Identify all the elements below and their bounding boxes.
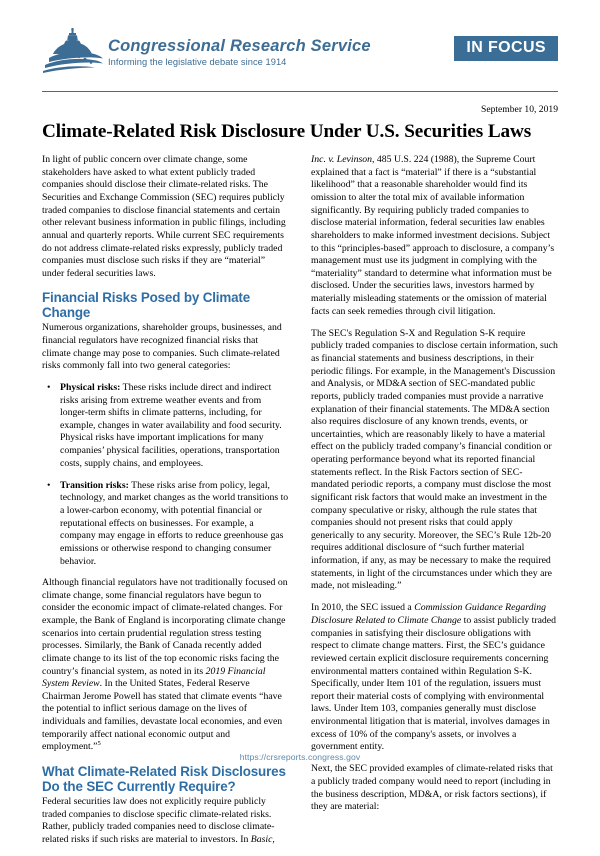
materiality-paragraph (311, 154, 558, 318)
crsreports-link[interactable]: https://crsreports.congress.gov (239, 752, 361, 762)
materiality-text: , 485 U.S. 224 (1988), the Supreme Court explained that a fact is “material” if there is a “substantial likelihood” that a reasonable shareholder would find its omission to alter the total mix of available information significantly. By requiring publicly traded companies to disclose material information, federal securities law enables shareholders to make informed investment decisions. Subject to this “principles-based” approach to disclosure, a company’s management must use its judgment in complying with the “materiality” standard to determine what information must be disclosed. Under the securities laws, investors harmed by materially misleading statements or the omission of material facts can seek remedies through civil litigation. (311, 154, 555, 317)
crs-logo (42, 30, 371, 74)
case-name-basic: Basic, (250, 833, 275, 845)
masthead (42, 0, 558, 82)
section-2-paragraph (42, 796, 289, 847)
section-2-text: Federal securities law does not explicitly require publicly traded companies to disclose specific climate-related risks. Rather, publicly traded companies need to disclose climate-related risks if such risks are material to investors. In (42, 795, 275, 845)
bullet-text: These risks arise from policy, legal, technology, and market changes as the world transitions to a lower-carbon economy, with potential financial or reputational effects on businesses. For example, a company may engage in efforts to reduce greenhouse gas emissions or otherwise respond to changing consumer behavior. (60, 479, 289, 567)
footnote-marker: 5 (97, 740, 101, 748)
bullet-lead: Transition risks: (60, 479, 129, 491)
publication-date: September 10, 2019 (480, 104, 558, 115)
brand-text (108, 30, 371, 67)
list-item (42, 382, 289, 470)
risk-categories-list (42, 382, 289, 568)
section-1-paragraph: Numerous organizations, shareholder groups, businesses, and financial regulators have recognized financial risks that climate change may pose to companies. Such climate-related risks commonly fall into two general categories: (42, 322, 282, 372)
regulators-text-part1: Although financial regulators have not traditionally focused on climate change, some financial regulators have begun to consider the economic impact of climate-related changes. For example, the Bank of England is incorporating climate change scenarios into certain prudential regulation stress testing processes. Similarly, the Bank of Canada recently added climate change to its list of the top economic risks facing the country’s financial system, as noted in its (42, 577, 288, 677)
case-name-levinson: Inc. v. Levinson (311, 154, 373, 166)
regulators-text-part2: . In the United States, Federal Reserve Chairman Jerome Powell has stated that climate events “have the potential to inflict serious damage on the lives of individuals and families, devastate local economies, and even temporarily affect national economic output and employment.” (42, 678, 283, 753)
capitol-dome-icon (42, 28, 104, 74)
examples-paragraph: Next, the SEC provided examples of climate-related risks that a publicly traded company would need to report (including in the business description, MD&A, or risk factors sections), if they are material: (311, 763, 553, 813)
regulators-paragraph (42, 577, 289, 754)
guidance-title: Commission Guidance Regarding Disclosure Related to Climate Change (311, 602, 546, 627)
intro-paragraph: In light of public concern over climate change, some stakeholders have asked to what extent publicly traded companies should disclose their climate-related risks. The Securities and Exchange Commission (SEC) requires publicly traded companies to disclose financial statements and certain other relevant business information in public filings, including annual and quarterly reports. While current SEC requirements do not address climate-related risks expressly, publicly traded companies must disclose such risks if they are “material” under federal securities laws. (42, 154, 286, 279)
bullet-icon: • (47, 381, 51, 393)
header-divider (42, 91, 558, 92)
brand-name: Congressional Research Service (108, 37, 371, 55)
review-title: 2019 Financial System Review (42, 665, 266, 690)
in-focus-badge: IN FOCUS (454, 36, 558, 61)
section-heading-sec-disclosures: What Climate-Related Risk Disclosures Do the SEC Currently Require? (42, 763, 286, 794)
page-title: Climate-Related Risk Disclosure Under U.S. Securities Laws (42, 120, 532, 142)
regulation-paragraph: The SEC's Regulation S-X and Regulation S-K require publicly traded companies to disclose certain information, such as financial statements and business descriptions, in their periodic filings. For example, in the Management's Discussion and Analysis, or MD&A section of SEC-mandated public reports, publicly traded companies must provide a narrative explanation of their financial statements. The MD&A section also requires disclosure of any known trends, events, or uncertainties, which are reasonably likely to have a material effect on the publicly traded company’s financial condition or operating performance beyond what its reported financial statements reflect. In the Risk Factors section of SEC-mandated periodic reports, a company must disclose the most significant risk factors that would make an investment in the company speculative or risky, although the rule states that companies should not present risks that could apply generically to any security. Moreover, the SEC’s Rule 12b-20 requires additional disclosure of “such further material information, if any, as may be necessary to make the required statements, in light of the circumstances under which they are made, not misleading.” (311, 327, 558, 592)
footer (0, 747, 600, 765)
guidance-text-part2: to assist publicly traded companies in satisfying their disclosure obligations with respect to climate change matters. First, the SEC’s guidance reviewed certain explicit disclosure requirements concerning environmental matters contained within Regulation S-K. Specifically, under Item 101 of the regulation, issuers must report their material costs of complying with environmental laws. Under Item 103, companies generally must disclose environmental litigation that is material, involves damages in excess of 10% of the company's assets, or involves a government entity. (311, 615, 556, 753)
bullet-lead: Physical risks: (60, 381, 121, 393)
bullet-icon: • (47, 479, 51, 491)
bullet-text: These risks include direct and indirect risks arising from extreme weather events and from longer-term shifts in climate patterns, including, for example, changes in water availability and food security. Physical risks have important implications for many companies’ physical facilities, operations, transportation costs, supply chains, and employees. (60, 381, 282, 469)
section-heading-financial-risks: Financial Risks Posed by Climate Change (42, 290, 251, 321)
brand-tagline: Informing the legislative debate since 1914 (108, 57, 287, 68)
guidance-paragraph (311, 602, 558, 754)
guidance-text-part1: In 2010, the SEC issued a (311, 602, 415, 614)
list-item (42, 480, 289, 568)
